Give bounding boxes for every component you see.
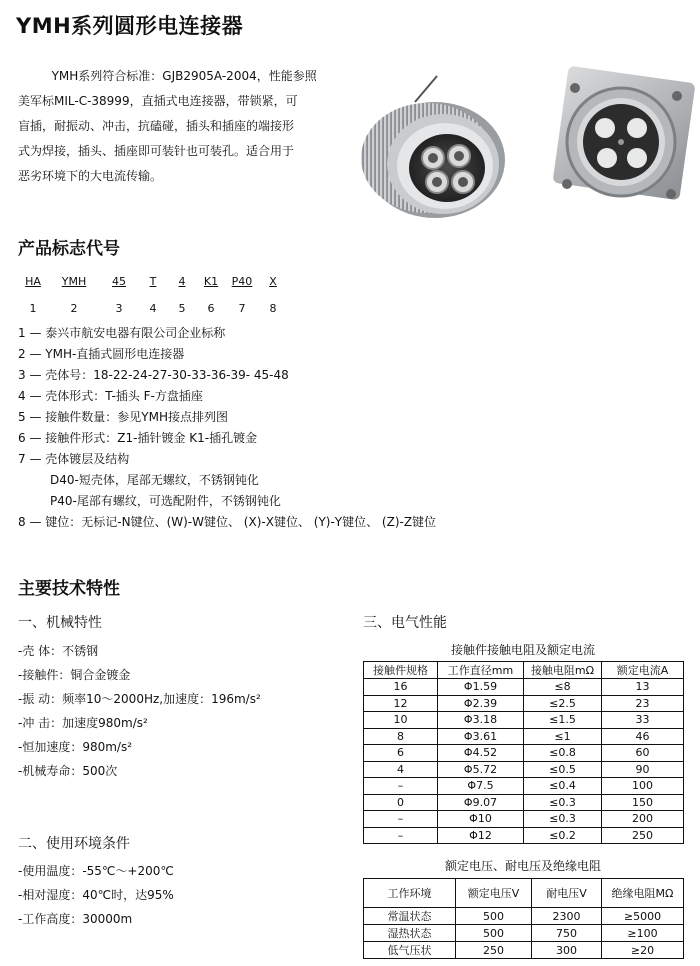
table-row (364, 712, 684, 729)
mech-item: -恒加速度：980m/s² (18, 740, 133, 754)
table-cell: ≤0.2 (524, 827, 602, 844)
code-item: T (149, 275, 157, 288)
table-row (364, 827, 684, 844)
table-cell: – (364, 811, 438, 828)
table-cell: ≤0.4 (524, 778, 602, 795)
code-item: 4 (178, 275, 186, 288)
table-cell: 250 (602, 827, 684, 844)
table-row (364, 745, 684, 762)
table-cell: ≤0.3 (524, 811, 602, 828)
table-cell: Φ2.39 (438, 695, 524, 712)
mech-item: -振 动：频率10～2000Hz,加速度：196m/s² (18, 692, 261, 706)
table-cell: 6 (364, 745, 438, 762)
table-cell: 150 (602, 794, 684, 811)
intro-line: 美军标MIL-C-38999，直插式电连接器，带锁紧，可 (18, 94, 298, 108)
table-row (364, 679, 684, 696)
table-cell: 13 (602, 679, 684, 696)
table-cell: ≥20 (602, 942, 684, 959)
code-item: K1 (203, 275, 219, 288)
table-cell: 250 (456, 942, 532, 959)
table-cell: 12 (364, 695, 438, 712)
tech-heading: 主要技术特性 (18, 579, 120, 599)
elec-heading: 三、电气性能 (363, 615, 447, 631)
table-cell: ≥5000 (602, 908, 684, 925)
page-title: YMH系列圆形电连接器 (16, 14, 244, 38)
table-row (364, 942, 684, 959)
mech-item: -冲 击：加速度980m/s² (18, 716, 148, 730)
env-item: -使用温度：-55℃～+200℃ (18, 864, 174, 878)
env-item: -相对湿度：40℃时，达95% (18, 888, 174, 902)
plug-illustration (361, 76, 505, 218)
marking-heading: 产品标志代号 (18, 239, 120, 259)
receptacle-illustration (552, 66, 695, 201)
intro-line: YMH系列符合标准：GJB2905A-2004，性能参照 (51, 69, 317, 83)
env-heading: 二、使用环境条件 (18, 836, 130, 852)
marking-item: 1 — 泰兴市航安电器有限公司企业标称 (18, 326, 226, 340)
table-cell: Φ1.59 (438, 679, 524, 696)
table-cell: Φ7.5 (438, 778, 524, 795)
intro-line: 式为焊接，插头、插座即可装针也可装孔。适合用于 (18, 144, 295, 158)
table-cell: 2300 (532, 908, 602, 925)
code-number: 4 (149, 302, 157, 315)
table-cell: Φ9.07 (438, 794, 524, 811)
table-header-cell: 耐电压V (532, 879, 602, 908)
code-number: 8 (269, 302, 277, 315)
table-cell: 200 (602, 811, 684, 828)
code-item: YMH (61, 275, 87, 288)
marking-item: 7 — 壳体镀层及结构 (18, 452, 130, 466)
code-item: X (269, 275, 277, 288)
code-item: HA (25, 275, 41, 288)
table-cell: ≤2.5 (524, 695, 602, 712)
table-cell: Φ12 (438, 827, 524, 844)
table-cell: 湿热状态 (364, 925, 456, 942)
table-cell: 60 (602, 745, 684, 762)
env-item: -工作高度：30000m (18, 912, 133, 926)
table-row (364, 908, 684, 925)
table-cell: 8 (364, 728, 438, 745)
table-cell: ≤1.5 (524, 712, 602, 729)
table2-caption: 额定电压、耐电压及绝缘电阻 (444, 859, 601, 873)
table1-caption: 接触件接触电阻及额定电流 (450, 643, 595, 657)
marking-code-row (18, 275, 288, 288)
code-number: 2 (70, 302, 78, 315)
table-cell: ≥100 (602, 925, 684, 942)
code-number: 3 (115, 302, 123, 315)
mech-item: -机械寿命：500次 (18, 764, 118, 778)
table-row (364, 778, 684, 795)
marking-item: 2 — YMH-直插式圆形电连接器 (18, 347, 185, 361)
table-cell: 10 (364, 712, 438, 729)
connector-photo (355, 62, 695, 232)
intro-line: 盲插，耐振动、冲击，抗磕碰，插头和插座的端接形 (18, 119, 295, 133)
table-cell: 500 (456, 908, 532, 925)
table-cell: 4 (364, 761, 438, 778)
table-cell: Φ5.72 (438, 761, 524, 778)
mech-heading: 一、机械特性 (18, 615, 102, 631)
table-row (364, 761, 684, 778)
code-number: 5 (178, 302, 186, 315)
marking-item: D40-短壳体，尾部无螺纹，不锈钢钝化 (50, 473, 259, 487)
mech-item: -壳 体：不锈钢 (18, 644, 99, 658)
table-cell: ≤0.3 (524, 794, 602, 811)
code-number: 1 (29, 302, 37, 315)
table-cell: ≤0.5 (524, 761, 602, 778)
table-row (364, 925, 684, 942)
table-cell: Φ3.61 (438, 728, 524, 745)
table-cell: 500 (456, 925, 532, 942)
table-cell: 300 (532, 942, 602, 959)
code-number: 6 (207, 302, 215, 315)
table-cell: Φ4.52 (438, 745, 524, 762)
table-cell: – (364, 827, 438, 844)
table-cell: Φ3.18 (438, 712, 524, 729)
table-row (364, 695, 684, 712)
marking-list (18, 324, 678, 534)
table-header-row (364, 662, 684, 679)
table-cell: 低气压状 (364, 942, 456, 959)
voltage-table (363, 878, 684, 959)
table-cell: 常温状态 (364, 908, 456, 925)
marking-item: 8 — 键位：无标记-N键位、(W)-W键位、 (X)-X键位、 (Y)-Y键位、 (Z)-Z键位 (18, 515, 437, 529)
code-number: 7 (238, 302, 246, 315)
table-header-cell: 额定电压V (456, 879, 532, 908)
table-cell: – (364, 778, 438, 795)
table-cell: ≤0.8 (524, 745, 602, 762)
table-cell: 0 (364, 794, 438, 811)
table-cell: 23 (602, 695, 684, 712)
marking-item: 4 — 壳体形式：T-插头 F-方盘插座 (18, 389, 203, 403)
marking-item: 6 — 接触件形式：Z1-插针镀金 K1-插孔镀金 (18, 431, 258, 445)
table-cell: 46 (602, 728, 684, 745)
table-header-cell: 额定电流A (602, 662, 684, 679)
table-cell: 100 (602, 778, 684, 795)
marking-item: 3 — 壳体号：18-22-24-27-30-33-36-39- 45-48 (18, 368, 289, 382)
env-list (18, 862, 338, 942)
table-header-cell: 工作直径mm (438, 662, 524, 679)
code-item: 45 (112, 275, 126, 288)
mech-list (18, 642, 338, 792)
table-cell: 33 (602, 712, 684, 729)
table-header-cell: 接触件规格 (364, 662, 438, 679)
contact-table (363, 661, 684, 844)
marking-item: 5 — 接触件数量：参见YMH接点排列图 (18, 410, 228, 424)
table-cell: ≤1 (524, 728, 602, 745)
intro-line: 恶劣环境下的大电流传输。 (18, 169, 163, 183)
table-cell: ≤8 (524, 679, 602, 696)
table-row (364, 794, 684, 811)
table-cell: 90 (602, 761, 684, 778)
table-row (364, 811, 684, 828)
table-header-cell: 工作环境 (364, 879, 456, 908)
code-item: P40 (231, 275, 253, 288)
marking-number-row (18, 302, 288, 315)
table-header-cell: 接触电阻mΩ (524, 662, 602, 679)
marking-item: P40-尾部有螺纹，可选配附件，不锈钢钝化 (50, 494, 281, 508)
intro-paragraph (18, 64, 348, 189)
table-header-cell: 绝缘电阻MΩ (602, 879, 684, 908)
table-cell: Φ10 (438, 811, 524, 828)
table-header-row (364, 879, 684, 908)
table-cell: 16 (364, 679, 438, 696)
table-row (364, 728, 684, 745)
table-cell: 750 (532, 925, 602, 942)
mech-item: -接触件：铜合金镀金 (18, 668, 131, 682)
